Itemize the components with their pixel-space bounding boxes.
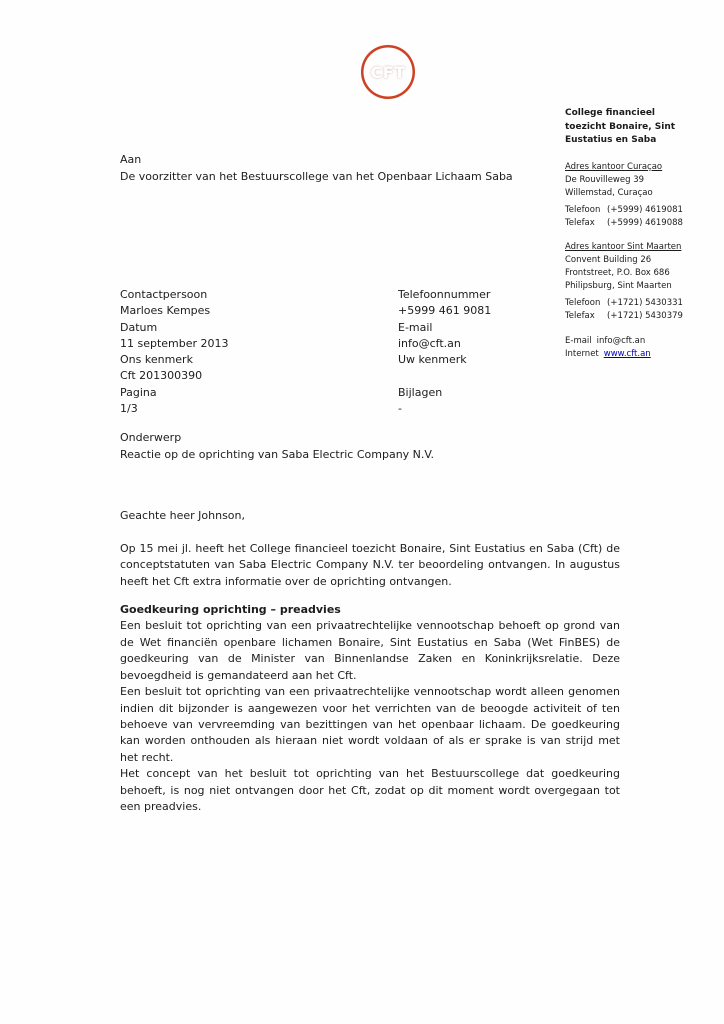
phone-value: (+5999) 4619081: [607, 204, 683, 215]
phone-label: Telefoon: [565, 297, 601, 308]
office-curacao-heading: Adres kantoor Curaçao: [565, 161, 663, 172]
meta-left-column: [120, 287, 398, 417]
fax-label: Telefax: [565, 217, 595, 228]
meta-value: +5999 461 9081: [398, 304, 492, 318]
meta-value: 1/3: [120, 402, 138, 416]
office-sint-maarten-address-line: Convent Building 26: [565, 254, 652, 265]
org-name: College financieel toezicht Bonaire, Sint Eustatius en Saba: [565, 108, 676, 145]
subject-block: [120, 430, 640, 463]
phone-label: Telefoon: [565, 204, 601, 215]
meta-value: Cft 201300390: [120, 369, 203, 383]
email-value: info@cft.an: [596, 335, 646, 346]
office-sint-maarten-address-line: Philipsburg, Sint Maarten: [565, 280, 672, 291]
subject-label: Onderwerp: [120, 431, 182, 444]
office-sint-maarten-address-line: Frontstreet, P.O. Box 686: [565, 267, 670, 278]
phone-value: (+1721) 5430331: [607, 297, 683, 308]
office-curacao-phones: [565, 204, 699, 230]
office-curacao-address-line: Willemstad, Curaçao: [565, 187, 653, 198]
email-line: [565, 335, 699, 348]
fax-value: (+5999) 4619088: [607, 217, 683, 228]
sidebar-contact: [565, 335, 699, 361]
internet-line: [565, 348, 699, 361]
office-sint-maarten-heading: Adres kantoor Sint Maarten: [565, 241, 682, 252]
cft-seal-logo: [361, 45, 415, 99]
recipient-label: Aan: [120, 153, 142, 166]
letter-body: [120, 508, 620, 816]
meta-label: Telefoonnummer: [398, 288, 491, 301]
office-curacao-address-line: De Rouvilleweg 39: [565, 174, 645, 185]
salutation: Geachte heer Johnson,: [120, 509, 246, 522]
email-label: E-mail: [565, 335, 592, 346]
subject-value: Reactie op de oprichting van Saba Electric Company N.V.: [120, 447, 434, 461]
cft-logo-text: CFT: [370, 62, 406, 82]
phone-row: [565, 297, 699, 310]
meta-label: Datum: [120, 320, 158, 334]
body-paragraph: Een besluit tot oprichting van een privaatrechtelijke vennootschap behoeft op grond van de Wet financiën openbare lichamen Bonaire, Sint Eustatius en Saba (Wet FinBES) de goedkeuring van de Minister van Binnenlandse Zaken en Koninkrijksrelatie. Deze bevoegdheid is gemandateerd aan het Cft.: [120, 619, 620, 682]
meta-label: Contactpersoon: [120, 288, 208, 301]
meta-value: [398, 368, 550, 384]
meta-label: Pagina: [120, 385, 157, 399]
office-sint-maarten: [565, 241, 699, 323]
recipient-line: De voorzitter van het Bestuurscollege van het Openbaar Lichaam Saba: [120, 170, 513, 183]
meta-value: info@cft.an: [398, 336, 461, 350]
fax-label: Telefax: [565, 310, 595, 321]
meta-label: Ons kenmerk: [120, 353, 193, 367]
letterhead-sidebar: [565, 107, 699, 361]
recipient-block: [120, 151, 640, 185]
meta-value: -: [398, 402, 402, 416]
website-link[interactable]: www.cft.an: [603, 348, 651, 359]
body-paragraph: Een besluit tot oprichting van een privaatrechtelijke vennootschap wordt alleen genomen indien dit bijzonder is aangewezen voor het verrichten van de beoogde activiteit of ten behoeve van vervreemding van bezittingen van het openbaar lichaam. De goedkeuring kan worden onthouden als hieraan niet wordt voldaan of als er sprake is van strijd met het recht.: [120, 685, 620, 764]
fax-row: [565, 310, 699, 323]
meta-value: 11 september 2013: [120, 336, 229, 350]
meta-label: Bijlagen: [398, 385, 443, 399]
meta-right-column: [398, 287, 550, 417]
meta-label: E-mail: [398, 320, 433, 334]
letter-meta-block: [120, 287, 550, 417]
meta-value: Marloes Kempes: [120, 304, 211, 318]
body-paragraph: Het concept van het besluit tot oprichting van het Bestuurscollege dat goedkeuring behoeft, is nog niet ontvangen door het Cft, zodat op dit moment wordt overgegaan tot een preadvies.: [120, 767, 620, 814]
fax-row: [565, 217, 699, 230]
section-heading: Goedkeuring oprichting – preadvies: [120, 602, 341, 616]
meta-label: Uw kenmerk: [398, 353, 467, 367]
internet-label: Internet: [565, 348, 599, 359]
office-sint-maarten-phones: [565, 297, 699, 323]
phone-row: [565, 204, 699, 217]
fax-value: (+1721) 5430379: [607, 310, 683, 321]
intro-paragraph: Op 15 mei jl. heeft het College financieel toezicht Bonaire, Sint Eustatius en Saba (Cft) de conceptstatuten van Saba Electric Company N.V. ter beoordeling ontvangen. In augustus heeft het Cft extra informatie over de oprichting ontvangen.: [120, 541, 620, 588]
